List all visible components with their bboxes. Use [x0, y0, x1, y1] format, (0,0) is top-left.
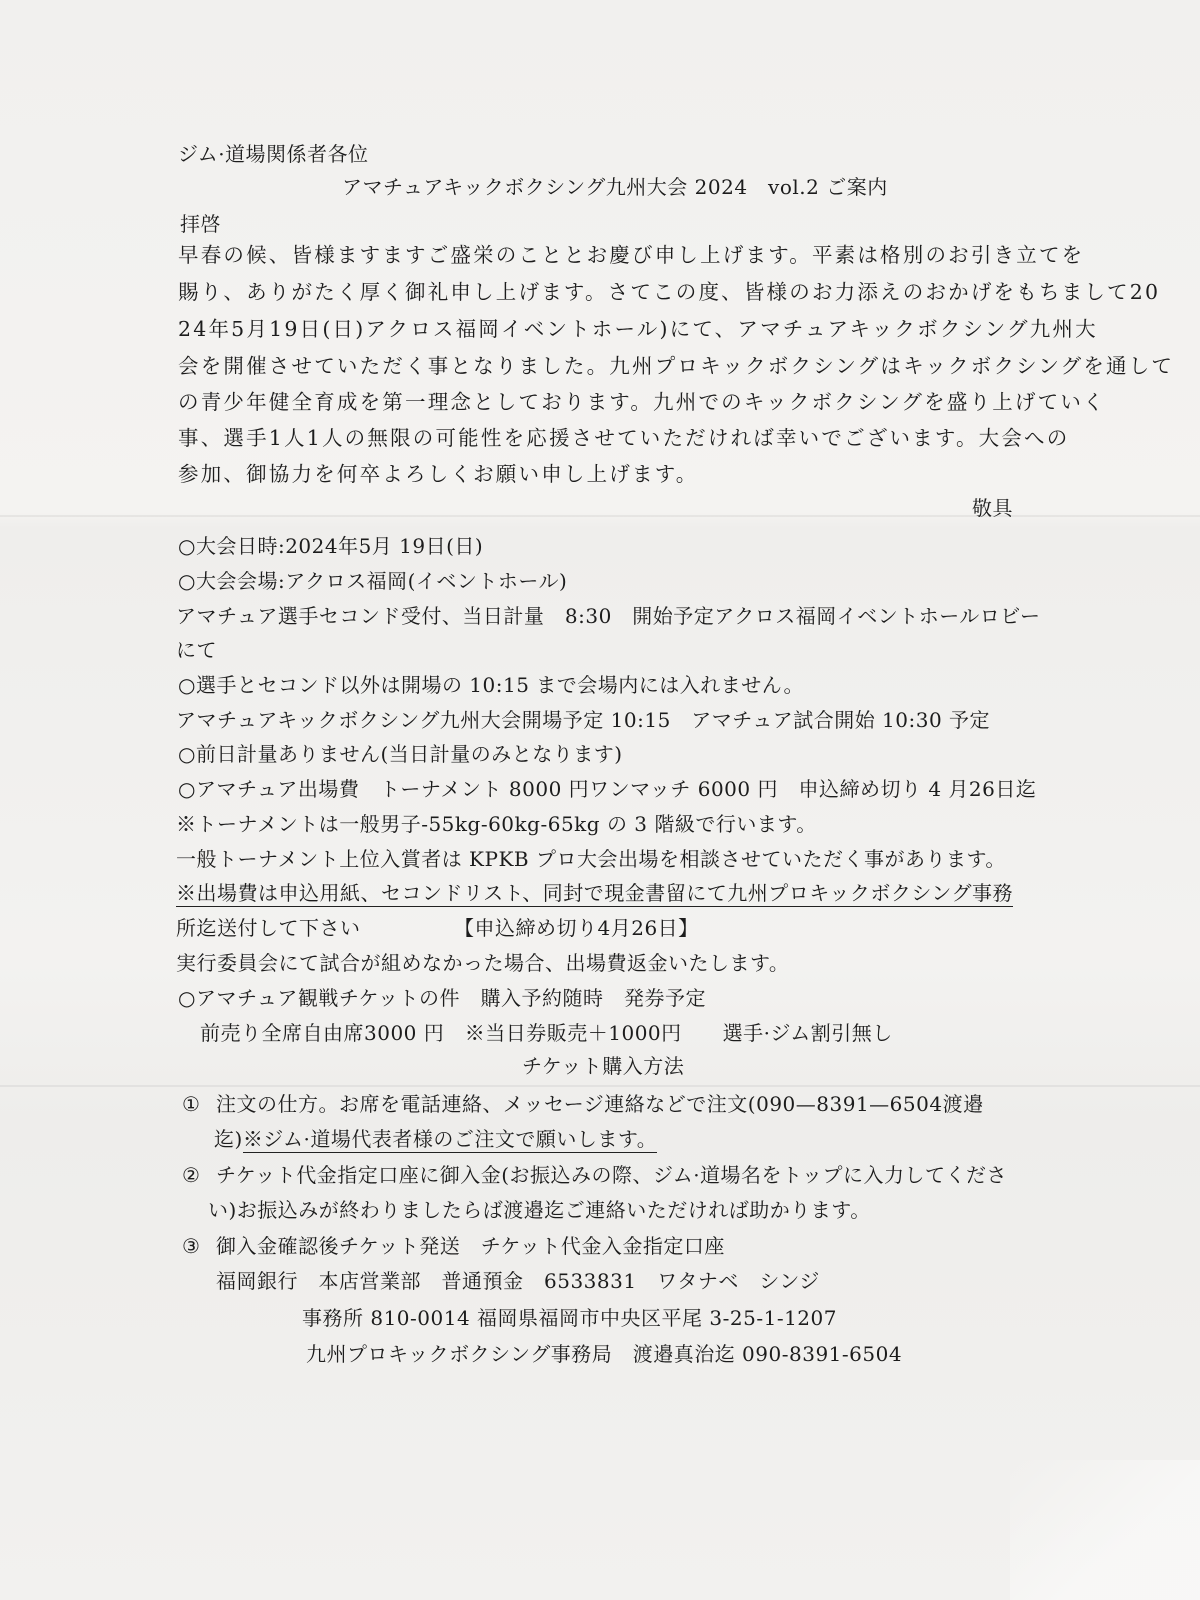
payment-line-1 [176, 879, 1013, 907]
body-line-2: 賜り、ありがたく厚く御礼申し上げます。さてこの度、皆様のお力添えのおかげをもちまして20 [178, 280, 1161, 304]
ticket-heading: ○アマチュア観戦チケットの件 購入予約随時 発券予定 [178, 986, 707, 1010]
entry-fee: ○アマチュア出場費 トーナメント 8000 円ワンマッチ 6000 円 申込締め切り 4 月26日迄 [178, 777, 1037, 801]
body-line-6: 事、選手1人1人の無限の可能性を応援させていただければ幸いでございます。大会への [178, 426, 1070, 450]
greeting-close: 敬具 [972, 496, 1013, 520]
paper-corner-highlight [1010, 1460, 1200, 1600]
body-line-5: の青少年健全育成を第一理念としております。九州でのキックボクシングを盛り上げていく [178, 390, 1106, 414]
step-3-line-1: 御入金確認後チケット発送 チケット代金入金指定口座 [216, 1234, 725, 1258]
ticket-method-heading: チケット購入方法 [522, 1054, 685, 1078]
step-2-number: ② [182, 1163, 200, 1187]
paper-fold-upper [0, 515, 1200, 517]
bank-account: 福岡銀行 本店営業部 普通預金 6533831 ワタナベ シンジ [216, 1269, 820, 1293]
office-address: 事務所 810-0014 福岡県福岡市中央区平尾 3-25-1-1207 [302, 1306, 837, 1330]
weigh-in: ○前日計量ありません(当日計量のみとなります) [178, 742, 623, 766]
step-1-underlined-text: ※ジム·道場代表者様のご注文で願いします。 [242, 1127, 658, 1151]
tournament-classes: ※トーナメントは一般男子-55kg-60kg-65kg の 3 階級で行います。 [176, 812, 817, 836]
body-line-4: 会を開催させていただく事となりました。九州プロキックボクシングはキックボクシングを通して [178, 354, 1175, 378]
addressee: ジム·道場関係者各位 [178, 142, 369, 166]
payment-underlined-text: ※出場費は申込用紙、セコンドリスト、同封で現金書留にて九州プロキックボクシング事務 [176, 881, 1013, 905]
step-1-line-2-prefix: 迄) [214, 1127, 243, 1151]
event-date: ○大会日時:2024年5月 19日(日) [178, 534, 484, 558]
step-2-line-2: い)お振込みが終わりましたらば渡邉迄ご連絡いただければ助かります。 [208, 1198, 871, 1222]
entry-restriction: ○選手とセコンド以外は開場の 10:15 まで会場内には入れません。 [178, 673, 805, 697]
document-title: アマチュアキックボクシング九州大会 2024 vol.2 ご案内 [342, 175, 888, 199]
reception-line-1: アマチュア選手セコンド受付、当日計量 8:30 開始予定アクロス福岡イベントホールロビー [176, 604, 1041, 628]
refund-note: 実行委員会にて試合が組めなかった場合、出場費返金いたします。 [176, 951, 790, 975]
step-1-number: ① [182, 1092, 200, 1116]
schedule: アマチュアキックボクシング九州大会開場予定 10:15 アマチュア試合開始 10:30 予定 [176, 708, 991, 732]
ticket-price: 前売り全席自由席3000 円 ※当日券販売＋1000円 選手·ジム割引無し [200, 1021, 893, 1045]
body-line-7: 参加、御協力を何卒よろしくお願い申し上げます。 [178, 462, 699, 486]
step-2-line-1: チケット代金指定口座に御入金(お振込みの際、ジム·道場名をトップに入力してくださ [216, 1163, 1007, 1187]
deadline-bracket: 【申込締め切り4月26日】 [454, 916, 699, 940]
step-1-line-2 [214, 1125, 657, 1153]
kpkb-note: 一般トーナメント上位入賞者は KPKB プロ大会出場を相談させていただく事があります。 [176, 847, 1006, 871]
event-venue: ○大会会場:アクロス福岡(イベントホール) [178, 569, 568, 593]
payment-line-2: 所迄送付して下さい [176, 916, 361, 940]
paper-fold-lower [0, 1085, 1200, 1087]
greeting-open: 拝啓 [180, 212, 221, 236]
body-line-3: 24年5月19日(日)アクロス福岡イベントホール)にて、アマチュアキックボクシング九州大 [178, 317, 1098, 341]
body-line-1: 早春の候、皆様ますますご盛栄のこととお慶び申し上げます。平素は格別のお引き立てを [178, 243, 1085, 267]
step-3-number: ③ [182, 1234, 200, 1258]
office-contact: 九州プロキックボクシング事務局 渡邉真治迄 090-8391-6504 [306, 1342, 903, 1366]
step-1-line-1: 注文の仕方。お席を電話連絡、メッセージ連絡などで注文(090—8391—6504渡邉 [216, 1092, 984, 1116]
reception-line-2: にて [176, 638, 217, 662]
